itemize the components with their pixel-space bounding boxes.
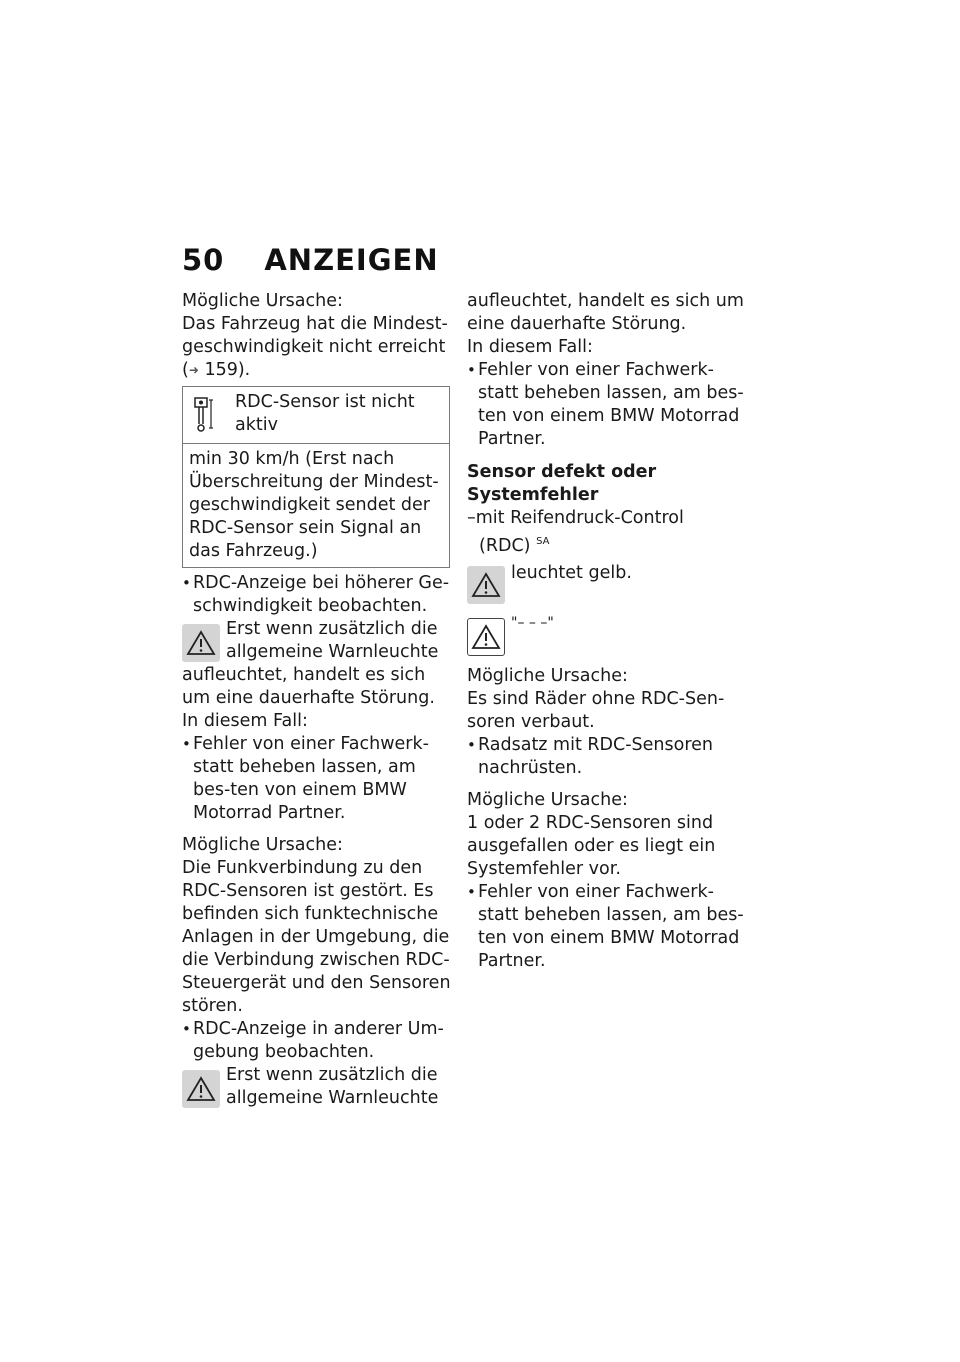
warning-note [467, 560, 747, 604]
warning-box [182, 1070, 220, 1108]
dash-display: "– – –" [511, 615, 554, 631]
case-label: In diesem Fall: [182, 711, 308, 731]
cause-label: Mögliche Ursache: [467, 666, 628, 686]
warning-note [182, 1064, 454, 1110]
case-label: In diesem Fall: [467, 337, 593, 357]
warning-line-1: Erst wenn zusätzlich die [226, 619, 438, 639]
rdc-sensor-icon [189, 394, 227, 434]
list-item: • RDC-Anzeige bei höherer Ge-schwindigkeit beobachten. [182, 572, 454, 618]
page-number: 50 [182, 243, 225, 277]
warning-box [467, 566, 505, 604]
left-column [182, 290, 454, 1110]
warning-triangle-icon [471, 624, 501, 650]
table-head [183, 387, 449, 444]
table-head-text: RDC-Sensor ist nicht aktiv [235, 392, 415, 435]
cause-text: Die Funkverbindung zu den RDC-Sensoren ist gestört. Es befinden sich funktechnische Anlagen in der Umgebung, die die Verbindung zwischen RDC-Steuergerät und den Sensoren stören. [182, 858, 451, 1016]
cause-label: Mögliche Ursache: [182, 291, 343, 311]
warning-continuation: aufleuchtet, handelt es sich um eine dauerhafte Störung. [467, 291, 744, 334]
rdc-abbr: (RDC) [479, 536, 531, 556]
section-heading-line-2: Systemfehler [467, 485, 599, 505]
ref-open: ( [182, 360, 189, 380]
display-indicator [467, 612, 747, 656]
cause-text: 1 oder 2 RDC-Sensoren sind ausgefallen oder es liegt ein Systemfehler vor. [467, 813, 716, 879]
cause-text [182, 313, 454, 382]
special-equipment-mark: SA [536, 536, 550, 547]
list-item: • Fehler von einer Fachwerk-statt beheben lassen, am bes-ten von einem BMW Motorrad Partner. [182, 733, 454, 825]
list-item: • Radsatz mit RDC-Sensoren nachrüsten. [467, 734, 747, 780]
page-header [182, 243, 439, 277]
list-item: • RDC-Anzeige in anderer Um-gebung beobachten. [182, 1018, 454, 1064]
rdc-status-table [182, 386, 450, 568]
warning-line-2: allgemeine Warnleuchte [226, 642, 439, 662]
section-heading-line-1: Sensor defekt oder [467, 462, 657, 482]
list-item: • Fehler von einer Fachwerk-statt beheben lassen, am bes-ten von einem BMW Motorrad Partner. [467, 881, 747, 973]
cause-text: Es sind Räder ohne RDC-Sen-soren verbaut. [467, 689, 725, 732]
warning-triangle-icon [471, 572, 501, 598]
warning-triangle-icon [186, 630, 216, 656]
equipment-note: –mit Reifendruck-Control [467, 508, 684, 528]
warning-box [182, 624, 220, 662]
warning-note [182, 618, 454, 664]
table-body: min 30 km/h (Erst nach Überschreitung der Mindest-geschwindigkeit sendet der RDC-Sensor sein Signal an das Fahrzeug.) [189, 449, 439, 561]
page-reference[interactable]: 159). [198, 360, 251, 380]
chapter-title: ANZEIGEN [264, 243, 439, 277]
warning-box-outline [467, 618, 505, 656]
list-item: • Fehler von einer Fachwerk-statt beheben lassen, am bes-ten von einem BMW Motorrad Partner. [467, 359, 747, 451]
cause-label: Mögliche Ursache: [182, 835, 343, 855]
warning-line-1: Erst wenn zusätzlich die [226, 1065, 438, 1085]
yellow-light-text: leuchtet gelb. [511, 563, 632, 583]
warning-triangle-icon [186, 1076, 216, 1102]
reference-arrow-icon[interactable]: ➜ [188, 363, 199, 377]
cause-label: Mögliche Ursache: [467, 790, 628, 810]
right-column [467, 290, 747, 973]
warning-line-2: allgemeine Warnleuchte [226, 1088, 439, 1108]
equipment-note-abbr [467, 530, 747, 558]
warning-continuation: aufleuchtet, handelt es sich um eine dauerhafte Störung. [182, 665, 435, 708]
cause-text-body: Das Fahrzeug hat die Mindest-geschwindigkeit nicht erreicht [182, 314, 448, 357]
